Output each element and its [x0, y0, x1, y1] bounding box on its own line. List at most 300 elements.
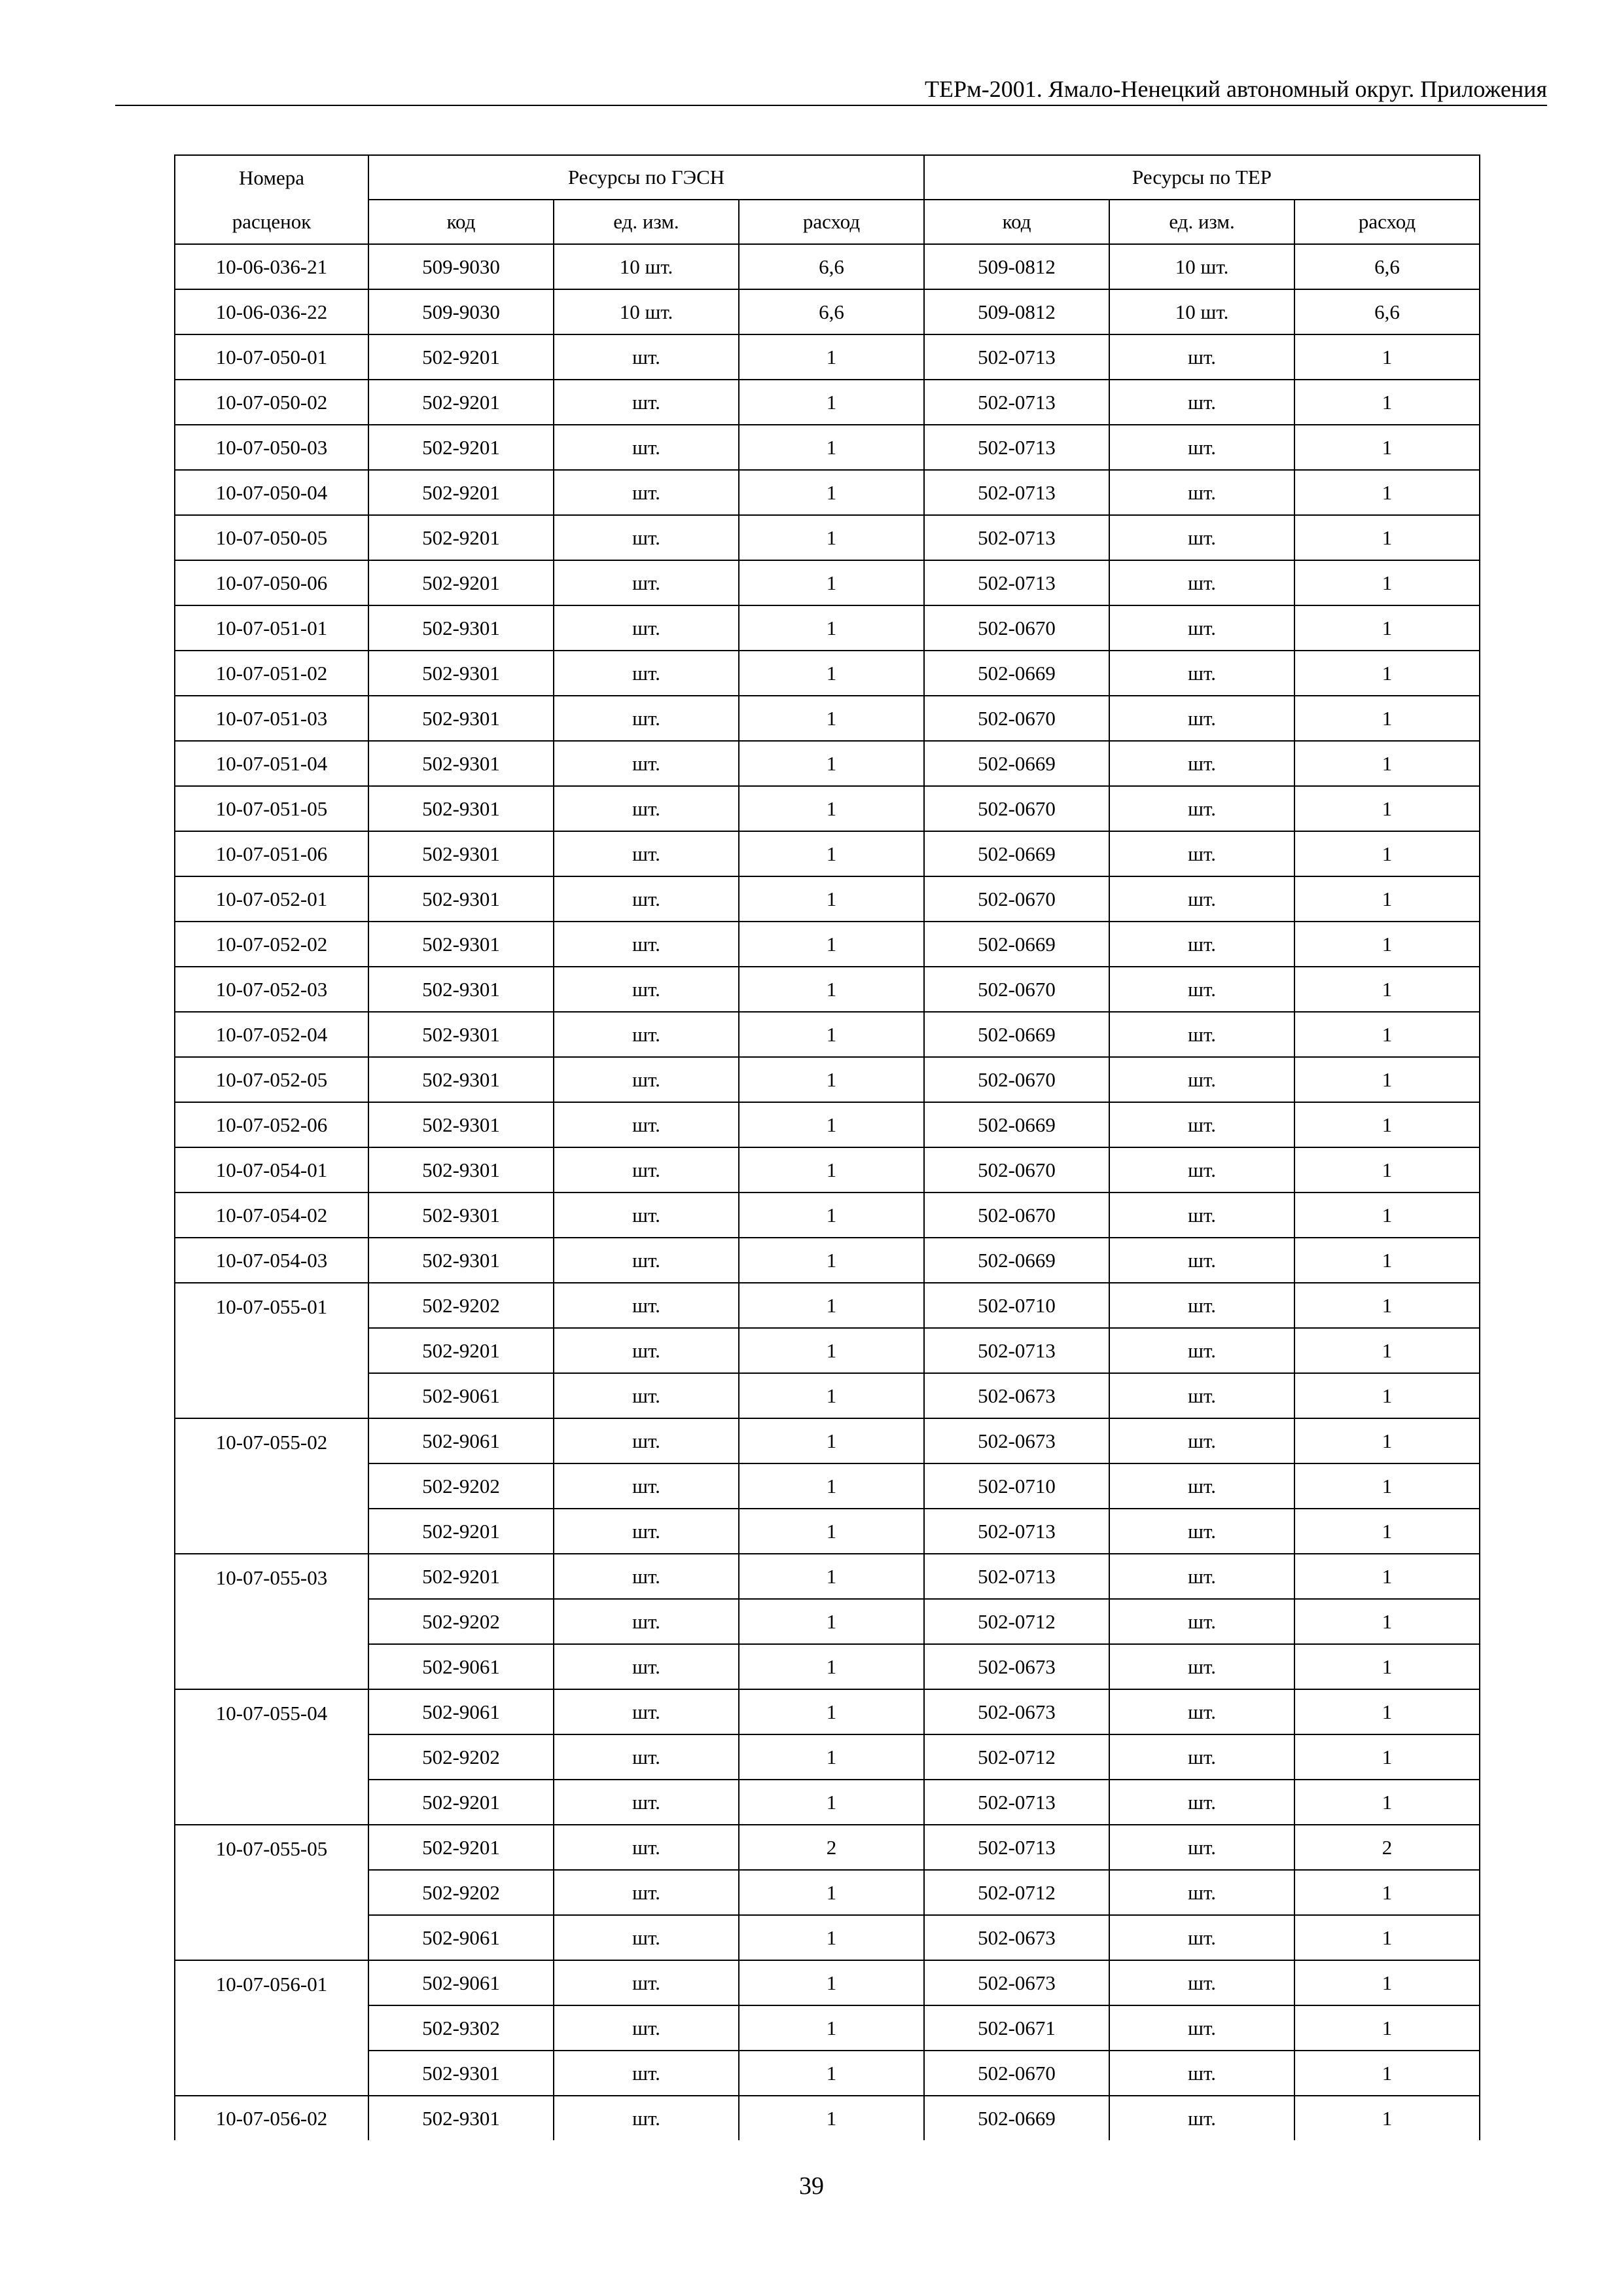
- rate-number-cell: 10-06-036-21: [175, 244, 368, 289]
- table-row: [175, 1780, 1480, 1825]
- table-row: [175, 1373, 1480, 1418]
- ter-code-cell: 502-0670: [924, 1147, 1109, 1193]
- ter-unit-cell: шт.: [1109, 1960, 1294, 2005]
- ter-unit-cell: шт.: [1109, 1780, 1294, 1825]
- header-gesn-qty: расход: [739, 200, 924, 244]
- gesn-qty-cell: 1: [739, 560, 924, 605]
- table-row: [175, 1147, 1480, 1193]
- ter-unit-cell: шт.: [1109, 651, 1294, 696]
- table-row: [175, 1644, 1480, 1689]
- table-row: [175, 2096, 1480, 2140]
- gesn-code-cell: 502-9202: [368, 1463, 554, 1509]
- ter-unit-cell: 10 шт.: [1109, 289, 1294, 334]
- gesn-unit-cell: шт.: [554, 1147, 739, 1193]
- ter-unit-cell: шт.: [1109, 1915, 1294, 1960]
- ter-unit-cell: шт.: [1109, 876, 1294, 922]
- gesn-code-cell: 502-9202: [368, 1283, 554, 1328]
- ter-code-cell: 509-0812: [924, 289, 1109, 334]
- ter-qty-cell: 1: [1294, 425, 1480, 470]
- gesn-unit-cell: шт.: [554, 1780, 739, 1825]
- ter-qty-cell: 1: [1294, 1734, 1480, 1780]
- rate-number-cell: 10-07-050-05: [175, 515, 368, 560]
- gesn-unit-cell: шт.: [554, 1463, 739, 1509]
- gesn-code-cell: 502-9301: [368, 1193, 554, 1238]
- ter-unit-cell: шт.: [1109, 1373, 1294, 1418]
- rate-number-cell: 10-07-055-01: [175, 1283, 368, 1418]
- rate-number-cell: 10-07-051-06: [175, 831, 368, 876]
- gesn-code-cell: 502-9201: [368, 515, 554, 560]
- gesn-code-cell: 502-9061: [368, 1960, 554, 2005]
- rate-number-cell: 10-07-052-02: [175, 922, 368, 967]
- table-row: [175, 651, 1480, 696]
- gesn-qty-cell: 1: [739, 1509, 924, 1554]
- ter-qty-cell: 1: [1294, 651, 1480, 696]
- ter-unit-cell: шт.: [1109, 380, 1294, 425]
- rate-number-cell: 10-07-052-05: [175, 1057, 368, 1102]
- gesn-qty-cell: 1: [739, 334, 924, 380]
- ter-unit-cell: шт.: [1109, 696, 1294, 741]
- gesn-unit-cell: шт.: [554, 1960, 739, 2005]
- gesn-unit-cell: шт.: [554, 470, 739, 515]
- gesn-qty-cell: 1: [739, 2051, 924, 2096]
- ter-qty-cell: 1: [1294, 1012, 1480, 1057]
- ter-qty-cell: 1: [1294, 515, 1480, 560]
- gesn-unit-cell: шт.: [554, 1825, 739, 1870]
- gesn-unit-cell: шт.: [554, 515, 739, 560]
- gesn-unit-cell: шт.: [554, 1193, 739, 1238]
- rate-number-cell: 10-07-051-01: [175, 605, 368, 651]
- gesn-code-cell: 502-9061: [368, 1373, 554, 1418]
- gesn-code-cell: 502-9301: [368, 1102, 554, 1147]
- gesn-code-cell: 502-9301: [368, 1012, 554, 1057]
- gesn-code-cell: 502-9301: [368, 1147, 554, 1193]
- gesn-qty-cell: 1: [739, 1328, 924, 1373]
- ter-unit-cell: шт.: [1109, 1283, 1294, 1328]
- gesn-code-cell: 502-9201: [368, 470, 554, 515]
- ter-qty-cell: 1: [1294, 922, 1480, 967]
- gesn-unit-cell: шт.: [554, 1102, 739, 1147]
- gesn-unit-cell: шт.: [554, 1915, 739, 1960]
- gesn-unit-cell: шт.: [554, 1509, 739, 1554]
- table-row: [175, 334, 1480, 380]
- gesn-code-cell: 502-9301: [368, 741, 554, 786]
- gesn-qty-cell: 6,6: [739, 244, 924, 289]
- table-head: [175, 155, 1480, 244]
- ter-unit-cell: шт.: [1109, 2051, 1294, 2096]
- ter-qty-cell: 1: [1294, 1870, 1480, 1915]
- ter-code-cell: 502-0713: [924, 1780, 1109, 1825]
- ter-qty-cell: 1: [1294, 1193, 1480, 1238]
- gesn-code-cell: 502-9201: [368, 1328, 554, 1373]
- rate-number-cell: 10-07-055-03: [175, 1554, 368, 1689]
- ter-code-cell: 502-0670: [924, 967, 1109, 1012]
- table-row: [175, 1328, 1480, 1373]
- ter-qty-cell: 1: [1294, 786, 1480, 831]
- ter-unit-cell: шт.: [1109, 515, 1294, 560]
- ter-unit-cell: шт.: [1109, 605, 1294, 651]
- ter-qty-cell: 1: [1294, 831, 1480, 876]
- gesn-unit-cell: шт.: [554, 831, 739, 876]
- gesn-unit-cell: шт.: [554, 1599, 739, 1644]
- ter-code-cell: 502-0713: [924, 1554, 1109, 1599]
- gesn-qty-cell: 1: [739, 1870, 924, 1915]
- header-rule: [115, 105, 1547, 106]
- rate-number-cell: 10-06-036-22: [175, 289, 368, 334]
- gesn-unit-cell: шт.: [554, 1870, 739, 1915]
- gesn-code-cell: 502-9301: [368, 831, 554, 876]
- gesn-unit-cell: шт.: [554, 1418, 739, 1463]
- gesn-qty-cell: 1: [739, 1915, 924, 1960]
- table-row: [175, 741, 1480, 786]
- ter-qty-cell: 1: [1294, 696, 1480, 741]
- table-body: [175, 244, 1480, 2140]
- gesn-code-cell: 502-9201: [368, 425, 554, 470]
- gesn-code-cell: 502-9202: [368, 1734, 554, 1780]
- page-number: 39: [799, 2172, 824, 2200]
- table-row: [175, 967, 1480, 1012]
- header-ter-resources: Ресурсы по ТЕР: [924, 155, 1480, 200]
- table-row: [175, 1193, 1480, 1238]
- gesn-code-cell: 502-9201: [368, 1554, 554, 1599]
- ter-qty-cell: 1: [1294, 1147, 1480, 1193]
- rate-number-cell: 10-07-052-03: [175, 967, 368, 1012]
- gesn-qty-cell: 1: [739, 1147, 924, 1193]
- ter-qty-cell: 1: [1294, 334, 1480, 380]
- ter-qty-cell: 1: [1294, 1057, 1480, 1102]
- ter-code-cell: 502-0670: [924, 2051, 1109, 2096]
- gesn-unit-cell: шт.: [554, 2005, 739, 2051]
- ter-unit-cell: шт.: [1109, 741, 1294, 786]
- rate-number-cell: 10-07-050-06: [175, 560, 368, 605]
- ter-unit-cell: шт.: [1109, 1644, 1294, 1689]
- gesn-qty-cell: 1: [739, 605, 924, 651]
- ter-code-cell: 502-0713: [924, 334, 1109, 380]
- gesn-code-cell: 509-9030: [368, 289, 554, 334]
- gesn-qty-cell: 1: [739, 2005, 924, 2051]
- ter-qty-cell: 1: [1294, 1780, 1480, 1825]
- ter-code-cell: 502-0669: [924, 1238, 1109, 1283]
- rate-number-cell: 10-07-052-06: [175, 1102, 368, 1147]
- gesn-code-cell: 502-9301: [368, 786, 554, 831]
- table-row: [175, 1825, 1480, 1870]
- gesn-unit-cell: шт.: [554, 696, 739, 741]
- ter-code-cell: 502-0713: [924, 1509, 1109, 1554]
- ter-code-cell: 509-0812: [924, 244, 1109, 289]
- ter-code-cell: 502-0670: [924, 1193, 1109, 1238]
- table-row: [175, 1689, 1480, 1734]
- gesn-code-cell: 502-9201: [368, 334, 554, 380]
- rate-number-cell: 10-07-055-02: [175, 1418, 368, 1554]
- ter-code-cell: 502-0713: [924, 470, 1109, 515]
- gesn-unit-cell: шт.: [554, 1283, 739, 1328]
- ter-qty-cell: 1: [1294, 1373, 1480, 1418]
- ter-code-cell: 502-0669: [924, 2096, 1109, 2140]
- gesn-unit-cell: шт.: [554, 2051, 739, 2096]
- table-row: [175, 922, 1480, 967]
- gesn-code-cell: 502-9301: [368, 2051, 554, 2096]
- header-numbers-sub: расценок: [175, 200, 368, 244]
- ter-unit-cell: шт.: [1109, 2096, 1294, 2140]
- rate-number-cell: 10-07-050-03: [175, 425, 368, 470]
- ter-code-cell: 502-0712: [924, 1734, 1109, 1780]
- gesn-qty-cell: 1: [739, 1283, 924, 1328]
- gesn-unit-cell: шт.: [554, 1734, 739, 1780]
- ter-qty-cell: 1: [1294, 1238, 1480, 1283]
- ter-unit-cell: шт.: [1109, 1870, 1294, 1915]
- header-gesn-resources: Ресурсы по ГЭСН: [368, 155, 924, 200]
- rate-number-cell: 10-07-052-04: [175, 1012, 368, 1057]
- table-row: [175, 1463, 1480, 1509]
- ter-unit-cell: шт.: [1109, 560, 1294, 605]
- rate-number-cell: 10-07-052-01: [175, 876, 368, 922]
- header-gesn-code: код: [368, 200, 554, 244]
- ter-code-cell: 502-0713: [924, 1825, 1109, 1870]
- rate-number-cell: 10-07-051-05: [175, 786, 368, 831]
- ter-unit-cell: 10 шт.: [1109, 244, 1294, 289]
- table-row: [175, 786, 1480, 831]
- gesn-unit-cell: шт.: [554, 1554, 739, 1599]
- gesn-code-cell: 502-9061: [368, 1644, 554, 1689]
- gesn-qty-cell: 1: [739, 1960, 924, 2005]
- ter-qty-cell: 1: [1294, 1283, 1480, 1328]
- ter-unit-cell: шт.: [1109, 425, 1294, 470]
- gesn-code-cell: 509-9030: [368, 244, 554, 289]
- rate-number-cell: 10-07-054-02: [175, 1193, 368, 1238]
- gesn-qty-cell: 1: [739, 1463, 924, 1509]
- rate-number-cell: 10-07-055-04: [175, 1689, 368, 1825]
- gesn-unit-cell: шт.: [554, 2096, 739, 2140]
- gesn-qty-cell: 1: [739, 1689, 924, 1734]
- gesn-qty-cell: 1: [739, 1238, 924, 1283]
- rate-number-cell: 10-07-050-04: [175, 470, 368, 515]
- ter-unit-cell: шт.: [1109, 1012, 1294, 1057]
- table-row: [175, 696, 1480, 741]
- rate-number-cell: 10-07-051-04: [175, 741, 368, 786]
- gesn-qty-cell: 1: [739, 696, 924, 741]
- gesn-qty-cell: 1: [739, 831, 924, 876]
- gesn-unit-cell: шт.: [554, 1644, 739, 1689]
- gesn-unit-cell: шт.: [554, 741, 739, 786]
- gesn-code-cell: 502-9202: [368, 1599, 554, 1644]
- ter-qty-cell: 1: [1294, 1689, 1480, 1734]
- ter-qty-cell: 1: [1294, 1418, 1480, 1463]
- gesn-code-cell: 502-9201: [368, 1780, 554, 1825]
- gesn-unit-cell: шт.: [554, 1328, 739, 1373]
- rate-number-cell: 10-07-051-03: [175, 696, 368, 741]
- gesn-qty-cell: 1: [739, 1057, 924, 1102]
- table-row: [175, 1915, 1480, 1960]
- rate-number-cell: 10-07-054-01: [175, 1147, 368, 1193]
- gesn-code-cell: 502-9301: [368, 876, 554, 922]
- gesn-qty-cell: 1: [739, 2096, 924, 2140]
- rate-number-cell: 10-07-050-01: [175, 334, 368, 380]
- ter-code-cell: 502-0712: [924, 1599, 1109, 1644]
- table-row: [175, 1734, 1480, 1780]
- gesn-unit-cell: шт.: [554, 380, 739, 425]
- gesn-qty-cell: 1: [739, 1644, 924, 1689]
- ter-code-cell: 502-0671: [924, 2005, 1109, 2051]
- ter-unit-cell: шт.: [1109, 967, 1294, 1012]
- gesn-qty-cell: 6,6: [739, 289, 924, 334]
- table-row: [175, 2051, 1480, 2096]
- gesn-code-cell: 502-9201: [368, 1825, 554, 1870]
- gesn-qty-cell: 1: [739, 786, 924, 831]
- gesn-unit-cell: шт.: [554, 1057, 739, 1102]
- table-row: [175, 244, 1480, 289]
- ter-qty-cell: 1: [1294, 560, 1480, 605]
- table-row: [175, 605, 1480, 651]
- gesn-code-cell: 502-9301: [368, 605, 554, 651]
- ter-code-cell: 502-0669: [924, 651, 1109, 696]
- ter-code-cell: 502-0669: [924, 831, 1109, 876]
- gesn-code-cell: 502-9061: [368, 1689, 554, 1734]
- gesn-qty-cell: 1: [739, 1012, 924, 1057]
- page-header-title: ТЕРм-2001. Ямало-Ненецкий автономный округ. Приложения: [924, 76, 1547, 102]
- ter-qty-cell: 1: [1294, 741, 1480, 786]
- gesn-code-cell: 502-9301: [368, 2096, 554, 2140]
- ter-unit-cell: шт.: [1109, 1147, 1294, 1193]
- gesn-qty-cell: 1: [739, 651, 924, 696]
- ter-unit-cell: шт.: [1109, 470, 1294, 515]
- ter-qty-cell: 1: [1294, 470, 1480, 515]
- gesn-code-cell: 502-9301: [368, 922, 554, 967]
- gesn-unit-cell: шт.: [554, 876, 739, 922]
- gesn-unit-cell: шт.: [554, 967, 739, 1012]
- gesn-qty-cell: 1: [739, 470, 924, 515]
- gesn-unit-cell: шт.: [554, 425, 739, 470]
- gesn-unit-cell: шт.: [554, 651, 739, 696]
- ter-code-cell: 502-0673: [924, 1689, 1109, 1734]
- ter-code-cell: 502-0669: [924, 1102, 1109, 1147]
- ter-code-cell: 502-0713: [924, 425, 1109, 470]
- ter-qty-cell: 1: [1294, 1554, 1480, 1599]
- gesn-unit-cell: шт.: [554, 786, 739, 831]
- ter-qty-cell: 1: [1294, 1102, 1480, 1147]
- ter-code-cell: 502-0673: [924, 1915, 1109, 1960]
- table-row: [175, 1418, 1480, 1463]
- table-row: [175, 560, 1480, 605]
- ter-code-cell: 502-0669: [924, 741, 1109, 786]
- ter-code-cell: 502-0669: [924, 922, 1109, 967]
- table-row: [175, 289, 1480, 334]
- rate-number-cell: 10-07-055-05: [175, 1825, 368, 1960]
- ter-code-cell: 502-0712: [924, 1870, 1109, 1915]
- gesn-unit-cell: шт.: [554, 1012, 739, 1057]
- ter-qty-cell: 1: [1294, 1599, 1480, 1644]
- gesn-code-cell: 502-9301: [368, 1238, 554, 1283]
- table-head-row-top: [175, 155, 1480, 200]
- ter-qty-cell: 1: [1294, 1960, 1480, 2005]
- ter-qty-cell: 1: [1294, 2051, 1480, 2096]
- ter-code-cell: 502-0713: [924, 1328, 1109, 1373]
- ter-qty-cell: 1: [1294, 605, 1480, 651]
- table-row: [175, 1057, 1480, 1102]
- ter-unit-cell: шт.: [1109, 1825, 1294, 1870]
- ter-qty-cell: 1: [1294, 876, 1480, 922]
- table-row: [175, 831, 1480, 876]
- gesn-qty-cell: 1: [739, 1554, 924, 1599]
- ter-qty-cell: 1: [1294, 967, 1480, 1012]
- ter-unit-cell: шт.: [1109, 1328, 1294, 1373]
- gesn-unit-cell: шт.: [554, 922, 739, 967]
- gesn-unit-cell: шт.: [554, 1238, 739, 1283]
- gesn-qty-cell: 1: [739, 380, 924, 425]
- ter-code-cell: 502-0670: [924, 696, 1109, 741]
- gesn-unit-cell: 10 шт.: [554, 244, 739, 289]
- ter-unit-cell: шт.: [1109, 2005, 1294, 2051]
- gesn-code-cell: 502-9301: [368, 696, 554, 741]
- table-head-row-sub: [175, 200, 1480, 244]
- gesn-qty-cell: 1: [739, 876, 924, 922]
- header-ter-unit: ед. изм.: [1109, 200, 1294, 244]
- ter-code-cell: 502-0710: [924, 1283, 1109, 1328]
- table-row: [175, 876, 1480, 922]
- header-gesn-unit: ед. изм.: [554, 200, 739, 244]
- gesn-qty-cell: 1: [739, 1193, 924, 1238]
- ter-unit-cell: шт.: [1109, 1554, 1294, 1599]
- gesn-code-cell: 502-9301: [368, 1057, 554, 1102]
- gesn-unit-cell: шт.: [554, 1689, 739, 1734]
- ter-unit-cell: шт.: [1109, 334, 1294, 380]
- ter-unit-cell: шт.: [1109, 1418, 1294, 1463]
- table-row: [175, 1509, 1480, 1554]
- ter-code-cell: 502-0673: [924, 1644, 1109, 1689]
- gesn-qty-cell: 1: [739, 1780, 924, 1825]
- ter-unit-cell: шт.: [1109, 1057, 1294, 1102]
- table-row: [175, 1283, 1480, 1328]
- ter-code-cell: 502-0673: [924, 1418, 1109, 1463]
- gesn-qty-cell: 1: [739, 922, 924, 967]
- gesn-qty-cell: 2: [739, 1825, 924, 1870]
- rate-number-cell: 10-07-050-02: [175, 380, 368, 425]
- gesn-code-cell: 502-9201: [368, 1509, 554, 1554]
- header-numbers: Номера: [175, 155, 368, 200]
- gesn-qty-cell: 1: [739, 1734, 924, 1780]
- gesn-unit-cell: шт.: [554, 560, 739, 605]
- gesn-code-cell: 502-9201: [368, 380, 554, 425]
- ter-code-cell: 502-0673: [924, 1373, 1109, 1418]
- ter-code-cell: 502-0713: [924, 515, 1109, 560]
- table-row: [175, 380, 1480, 425]
- table-row: [175, 1102, 1480, 1147]
- gesn-qty-cell: 1: [739, 967, 924, 1012]
- table-row: [175, 2005, 1480, 2051]
- rate-number-cell: 10-07-051-02: [175, 651, 368, 696]
- ter-qty-cell: 1: [1294, 1328, 1480, 1373]
- table-row: [175, 1870, 1480, 1915]
- ter-code-cell: 502-0670: [924, 605, 1109, 651]
- ter-code-cell: 502-0670: [924, 1057, 1109, 1102]
- gesn-qty-cell: 1: [739, 515, 924, 560]
- gesn-qty-cell: 1: [739, 741, 924, 786]
- ter-unit-cell: шт.: [1109, 831, 1294, 876]
- ter-unit-cell: шт.: [1109, 1509, 1294, 1554]
- gesn-qty-cell: 1: [739, 1599, 924, 1644]
- gesn-code-cell: 502-9061: [368, 1915, 554, 1960]
- ter-qty-cell: 1: [1294, 1915, 1480, 1960]
- ter-unit-cell: шт.: [1109, 1599, 1294, 1644]
- ter-qty-cell: 2: [1294, 1825, 1480, 1870]
- gesn-code-cell: 502-9302: [368, 2005, 554, 2051]
- header-ter-qty: расход: [1294, 200, 1480, 244]
- resources-table: [174, 154, 1480, 2140]
- ter-code-cell: 502-0669: [924, 1012, 1109, 1057]
- table-row: [175, 1599, 1480, 1644]
- gesn-qty-cell: 1: [739, 1418, 924, 1463]
- rate-number-cell: 10-07-054-03: [175, 1238, 368, 1283]
- header-ter-code: код: [924, 200, 1109, 244]
- ter-qty-cell: 1: [1294, 2096, 1480, 2140]
